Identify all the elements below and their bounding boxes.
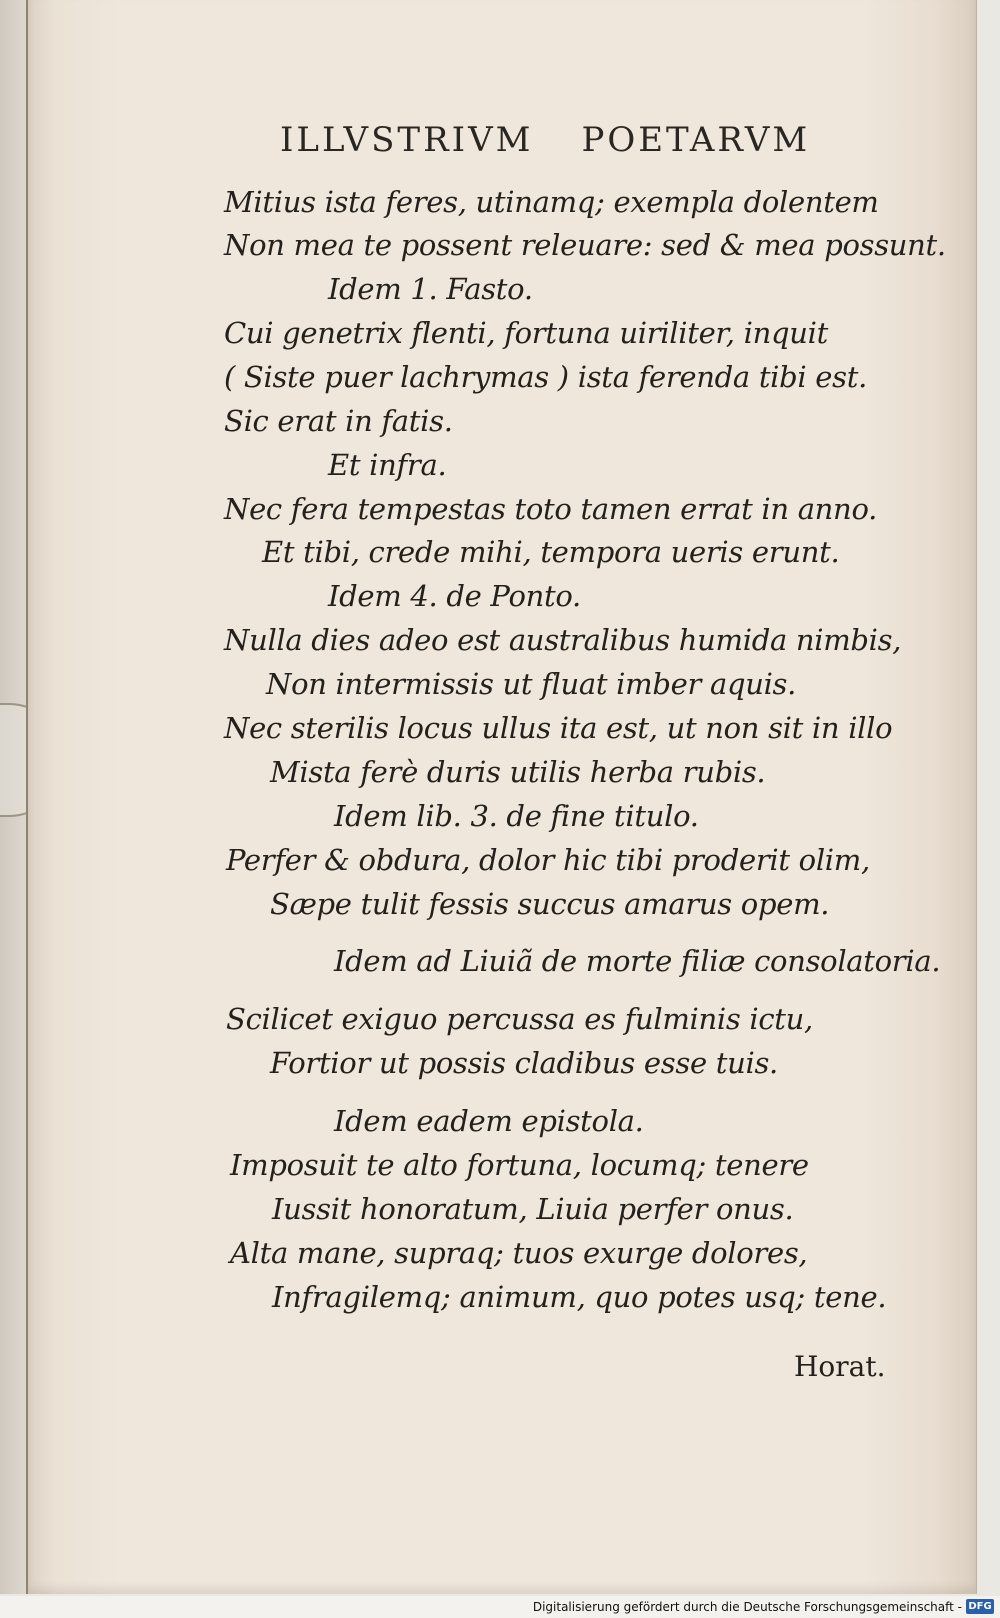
verse-line: Cui genetrix flenti, fortuna uiriliter, inquit	[224, 316, 828, 350]
verse-line: Nec fera tempestas toto tamen errat in anno.	[224, 492, 878, 526]
verse-line: Mista ferè duris utilis herba rubis.	[270, 755, 766, 789]
source-heading: Idem 1. Fasto.	[328, 272, 533, 306]
source-heading: Et infra.	[328, 448, 447, 482]
running-head-left: ILLVSTRIVM	[280, 120, 534, 160]
verse-line: Mitius ista feres, utinamq; exempla dolentem	[224, 185, 879, 219]
verse-line: Sæpe tulit fessis succus amarus opem.	[270, 887, 830, 921]
source-heading: Idem ad Liuiã de morte filiæ consolatoria.	[334, 944, 941, 978]
verse-line: Non mea te possent releuare: sed & mea possunt.	[224, 228, 946, 262]
verse-line: Scilicet exiguo percussa es fulminis ictu,	[226, 1002, 813, 1036]
catchword: Horat.	[794, 1350, 886, 1383]
source-heading: Idem 4. de Ponto.	[328, 579, 581, 613]
verse-line: Infragilemq; animum, quo potes usq; tene.	[272, 1280, 887, 1314]
running-head-right: POETARVM	[581, 120, 811, 160]
source-heading: Idem lib. 3. de fine titulo.	[334, 799, 699, 833]
verse-line: ( Siste puer lachrymas ) ista ferenda tibi est.	[224, 360, 868, 394]
verse-line: Nec sterilis locus ullus ita est, ut non sit in illo	[224, 711, 893, 745]
digitization-credit: Digitalisierung gefördert durch die Deutsche Forschungsgemeinschaft -	[532, 1600, 962, 1614]
verse-line: Imposuit te alto fortuna, locumq; tenere	[230, 1148, 809, 1182]
verse-line: Fortior ut possis cladibus esse tuis.	[270, 1046, 778, 1080]
verse-line: Sic erat in fatis.	[224, 404, 453, 438]
verse-line: Et tibi, crede mihi, tempora ueris erunt.	[262, 535, 840, 569]
dfg-logo[interactable]: DFG	[966, 1599, 994, 1614]
verse-line: Iussit honoratum, Liuia perfer onus.	[272, 1192, 794, 1226]
source-heading: Idem eadem epistola.	[334, 1104, 644, 1138]
verse-line: Nulla dies adeo est australibus humida nimbis,	[224, 623, 902, 657]
verse-line: Perfer & obdura, dolor hic tibi proderit olim,	[226, 843, 870, 877]
running-head	[280, 120, 880, 166]
verse-line: Alta mane, supraq; tuos exurge dolores,	[230, 1236, 808, 1270]
verse-line: Non intermissis ut fluat imber aquis.	[266, 667, 797, 701]
